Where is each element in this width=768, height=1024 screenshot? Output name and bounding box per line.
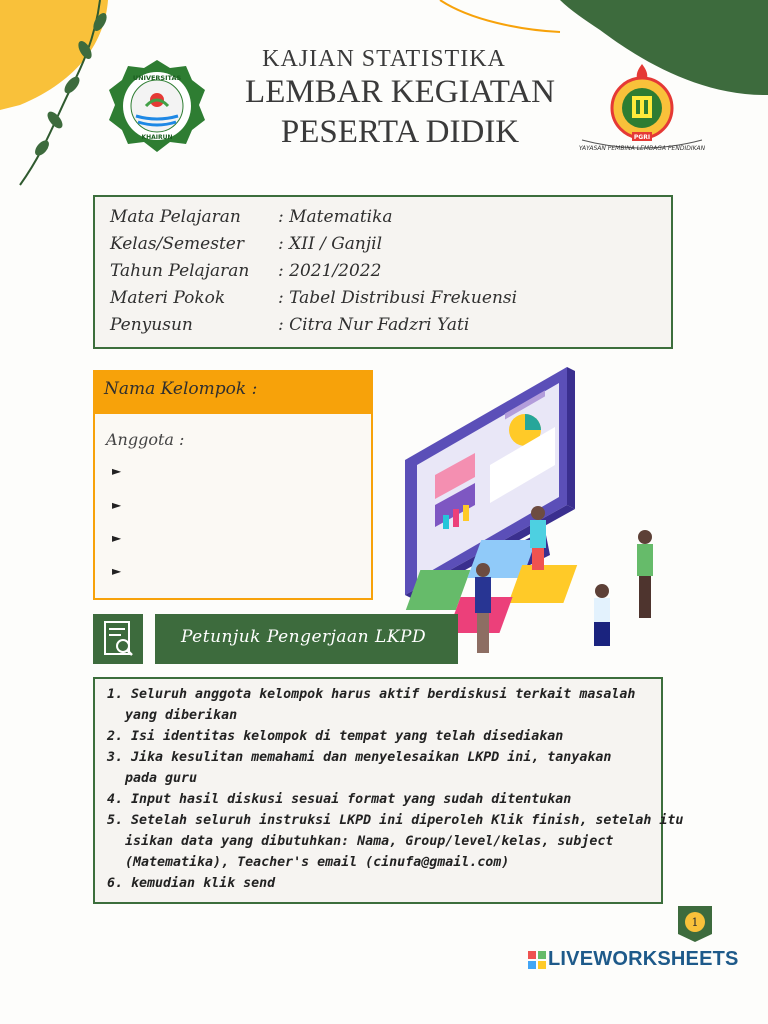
instruction-line: 2. Isi identitas kelompok di tempat yang telah disediakan: [107, 729, 564, 744]
member-bullet: ►: [112, 498, 122, 512]
instruction-line: isikan data yang dibutuhkan: Nama, Group/level/kelas, subject: [125, 834, 614, 849]
info-row-topic: Materi Pokok : Tabel Distribusi Frekuensi: [110, 288, 518, 308]
instruction-line: 4. Input hasil diskusi sesuai format yang sudah ditentukan: [107, 792, 572, 807]
info-row-year: Tahun Pelajaran : 2021/2022: [110, 261, 382, 281]
document-search-icon: [93, 614, 143, 664]
member-bullet: ►: [112, 531, 122, 545]
instructions-title: Petunjuk Pengerjaan LKPD: [181, 627, 427, 647]
page-number: 1: [691, 916, 699, 929]
info-row-author: Penyusun : Citra Nur Fadzri Yati: [110, 315, 470, 335]
page-subtitle: KAJIAN STATISTIKA: [262, 46, 506, 72]
instruction-line: yang diberikan: [125, 708, 238, 723]
identity-box: [93, 195, 673, 349]
university-logo-top-text: UNIVERSITAS: [132, 74, 182, 82]
pgri-banner-text: YAYASAN PEMBINA LEMBAGA PENDIDIKAN: [578, 145, 706, 152]
member-bullet: ►: [112, 564, 122, 578]
instruction-line: 5. Setelah seluruh instruksi LKPD ini diperoleh Klik finish, setelah itu: [107, 813, 684, 828]
liveworksheets-logo-icon: [528, 951, 546, 969]
liveworksheets-brand: [528, 946, 748, 974]
instruction-line: 6. kemudian klik send: [107, 876, 276, 891]
members-label: Anggota :: [106, 430, 185, 449]
liveworksheets-text: LIVEWORKSHEETS: [548, 948, 739, 970]
university-logo-bottom-text: KHAIRUN: [141, 134, 173, 141]
group-name-header: [93, 370, 373, 414]
page-number-badge: [678, 906, 712, 942]
member-bullet: ►: [112, 464, 122, 478]
instructions-box: [93, 677, 684, 904]
instruction-line: 1. Seluruh anggota kelompok harus aktif berdiskusi terkait masalah: [107, 687, 636, 702]
page-title-line1: LEMBAR KEGIATAN: [245, 74, 555, 110]
instruction-line: (Matematika), Teacher's email (cinufa@gmail.com): [125, 855, 510, 870]
group-name-label: Nama Kelompok :: [104, 379, 258, 399]
group-members-box: [93, 414, 373, 600]
instruction-line: 3. Jika kesulitan memahami dan menyelesaikan LKPD ini, tanyakan: [107, 750, 612, 765]
page-title-line2: PESERTA DIDIK: [280, 114, 520, 150]
pgri-badge-text: PGRI: [633, 134, 651, 141]
instruction-line: pada guru: [125, 771, 198, 786]
instructions-header: [155, 614, 458, 664]
info-row-class: Kelas/Semester : XII / Ganjil: [110, 234, 383, 254]
info-row-subject: Mata Pelajaran : Matematika: [110, 207, 393, 227]
